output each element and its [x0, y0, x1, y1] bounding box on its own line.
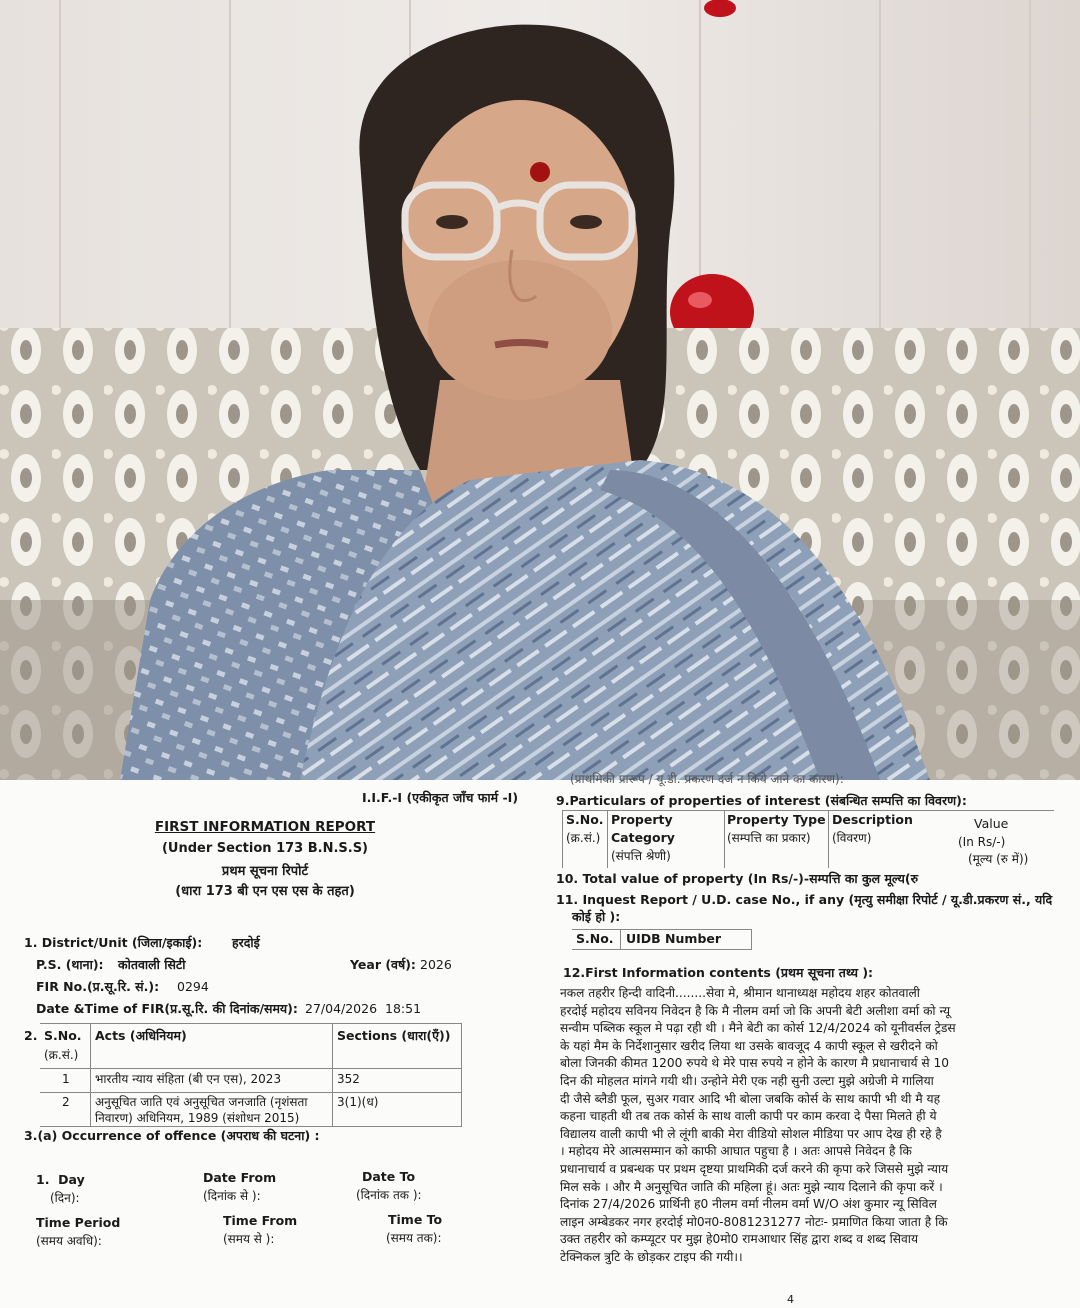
acts-item-no: 2. [24, 1028, 38, 1043]
prop-col-property: Property [611, 812, 673, 827]
contents-line: सन्वीम पब्लिक स्कूल मे पढ़ा रही थी । मैने बेटी का कोर्स 12/4/2024 को यूनीवर्सल ट्रेडस [560, 1021, 956, 1036]
contents-line: मिल सके । और मै अनुसूचित जाति की महिला हूं। अतः मुझे न्याय दिलाने की कृपा करें । [560, 1179, 943, 1194]
fir-datetime-label: Date &Time of FIR(प्र.सू.रि. की दिनांक/समय): [36, 1001, 298, 1016]
total-value-label: 10. Total value of property (In Rs/-)-सम्पत्ति का कुल मूल्य(रु [556, 871, 919, 886]
properties-label: 9.Particulars of properties of interest (संबन्धित सम्पत्ति का विवरण): [556, 793, 967, 808]
acts-row-sno: 2 [62, 1095, 70, 1109]
prop-col-category-hi: (संपत्ति श्रेणी) [611, 849, 671, 863]
time-to-label: Time To [388, 1212, 443, 1227]
prop-col-type: Property Type [727, 812, 826, 827]
contents-line: नकल तहरीर हिन्दी वादिनी........सेवा मे, श्रीमान थानाध्यक्ष महोदय शहर कोतवाली [560, 986, 920, 1000]
contents-line: हरदोई महोदय सविनय निवेदन है कि मै नीलम वर्मा जो कि अपनी बेटी अलीशा वर्मा को न्यू [560, 1003, 951, 1018]
fir-no-label: FIR No.(प्र.सू.रि. सं.): [36, 979, 160, 994]
contents-line: । महोदय मेरे आत्मसम्मान को काफी आघात पहुचा है । अतः आपसे निवेदन है कि [560, 1144, 912, 1159]
prop-col-description: Description [832, 812, 913, 827]
contents-line: टेक्निकल त्रुटि के छोड़कर टाइप की गयी।। [560, 1249, 743, 1264]
day-label: 1. Day [36, 1172, 85, 1187]
inquest-sno: S.No. [576, 931, 614, 946]
occurrence-label: 3.(a) Occurrence of offence (अपराध की घटना) : [24, 1128, 320, 1143]
contents-line: प्रधानाचार्य व प्रबन्धक पर प्रथम दृष्टया प्राथमिकी दर्ज करने की कृपा करे जिससे मुझे न्याय [560, 1161, 949, 1176]
fir-datetime-value: 27/04/2026 18:51 [305, 1001, 422, 1016]
date-to-label: Date To [362, 1169, 416, 1184]
contents-line: दी जैसे ब्लैडी फूल, सुअर गवार आदि भी बोला जबकि कोर्स के साथ कापी भी थी मै यह [560, 1091, 941, 1106]
acts-row-act: अनुसूचित जाति एवं अनुसूचित जनजाति (नृशंसता [95, 1095, 308, 1109]
report-title: FIRST INFORMATION REPORT [154, 819, 376, 835]
date-to-hi: (दिनांक तक ): [356, 1188, 422, 1202]
report-subtitle-hindi: (धारा 173 बी एन एस एस के तहत) [175, 884, 355, 899]
report-subtitle: (Under Section 173 B.N.S.S) [161, 841, 368, 856]
contents-label: 12.First Information contents (प्रथम सूचना तथ्य ): [563, 965, 874, 980]
acts-row-act: भारतीय न्याय संहिता (बी एन एस), 2023 [95, 1072, 282, 1086]
prop-col-value: Value [974, 816, 1009, 831]
time-period-label: Time Period [36, 1215, 121, 1230]
fir-document [0, 772, 1080, 1308]
district-value: हरदोई [232, 935, 260, 950]
first-information-contents [560, 985, 1080, 1267]
ps-value: कोतवाली सिटी [118, 957, 186, 972]
acts-row-sno: 1 [62, 1072, 70, 1086]
contents-line: कहना चाहती थी तब तक कोर्स के साथ वाली कापी पर काम करवा दे पैसा मिलते ही ये [560, 1109, 937, 1124]
contents-line: उक्त तहरीर को कम्प्यूटर पर मुझ हे0मो0 रामआधार सिंह द्वारा शब्द व शब्द सिवाय [560, 1232, 919, 1247]
prop-col-sno-hi: (क्र.सं.) [566, 831, 601, 845]
cut-top-text: (प्राथमिकी प्रारूप / यू.डी. प्रकरण दर्ज न किये जाने का कारण): [570, 772, 844, 786]
acts-row-section: 352 [337, 1072, 360, 1086]
acts-row-act-line2: निवारण) अधिनियम, 1989 (संशोधन 2015) [95, 1111, 300, 1125]
contents-line: विद्यालय वाली कापी भी ले लूंगी बाकी मेरा वीडियो सोशल मीडिया पर आप देख ही रहे है [560, 1126, 942, 1141]
page-number: 4 [787, 1293, 794, 1306]
date-from-label: Date From [203, 1170, 277, 1185]
acts-col-sections: Sections (धारा(एँ)) [337, 1028, 451, 1043]
prop-col-description-hi: (विवरण) [832, 831, 872, 845]
date-from-hi: (दिनांक से ): [203, 1189, 261, 1203]
contents-line: दिनांक 27/4/2026 प्रार्थिनी ह0 नीलम वर्मा नीलम वर्मा W/O अंश कुमार न्यू सिविल [560, 1197, 937, 1212]
district-label: 1. District/Unit (जिला/इकाई): [24, 935, 203, 950]
acts-col-sno: S.No. [44, 1028, 82, 1043]
ps-label: P.S. (थाना): [36, 957, 104, 972]
prop-col-sno: S.No. [566, 812, 604, 827]
time-to-hi: (समय तक): [386, 1231, 442, 1245]
time-from-label: Time From [223, 1213, 298, 1228]
year-value: 2026 [420, 957, 452, 972]
year-label: Year (वर्ष): [350, 957, 416, 972]
prop-col-category: Category [611, 830, 675, 845]
contents-line: के यहां मैम के निर्देशानुसार खरीद लिया था उसके बावजूद 4 कापी स्कूल से खरीदने को [560, 1038, 938, 1053]
form-header: I.I.F.-I (एकीकृत जाँच फार्म -I) [362, 790, 519, 805]
acts-row-section: 3(1)(ध) [337, 1095, 379, 1109]
prop-col-value-unit: (In Rs/-) [958, 835, 1006, 849]
acts-col-sno-hi: (क्र.सं.) [44, 1048, 79, 1062]
day-label-hi: (दिन): [50, 1191, 80, 1205]
inquest-label: 11. Inquest Report / U.D. case No., if any (मृत्यु समीक्षा रिपोर्ट / यू.डी.प्रकरण सं., यदि [556, 892, 1053, 907]
prop-col-type-hi: (सम्पत्ति का प्रकार) [727, 831, 811, 845]
time-from-hi: (समय से ): [223, 1232, 275, 1246]
contents-line: बोला जिनकी कीमत 1200 रुपये थे मेरे पास रुपये न होने के कारण मै प्रधानाचार्य से 10 [560, 1056, 950, 1071]
inquest-label-cont: कोई हो ): [572, 909, 621, 924]
contents-line: लाइन अम्बेडकर नगर हरदोई मो0न0-8081231277 नोटः- प्रमाणित किया जाता है कि [560, 1214, 948, 1229]
prop-col-value-hi: (मूल्य (रु में)) [968, 852, 1029, 866]
report-title-hindi: प्रथम सूचना रिपोर्ट [221, 864, 309, 879]
fir-no-value: 0294 [177, 979, 209, 994]
inquest-uidb: UIDB Number [626, 931, 722, 946]
acts-col-acts: Acts (अधिनियम) [95, 1028, 187, 1043]
contents-line: दिन की मोहलत मांगने गयी थी। उन्होने मेरी एक नही सुनी उल्टा मुझे अग्रेजी मे गालिया [560, 1073, 934, 1088]
time-period-hi: (समय अवधि): [36, 1234, 102, 1248]
